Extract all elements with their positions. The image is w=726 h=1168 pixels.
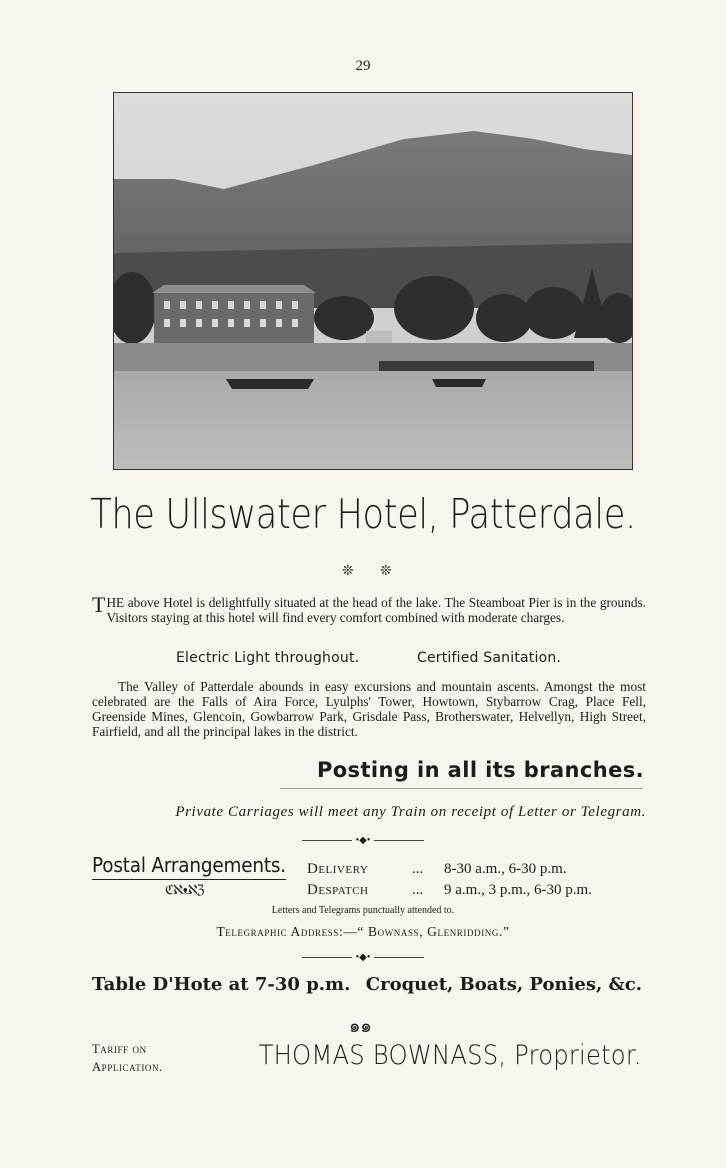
carriages-notice: Private Carriages will meet any Train on receipt of Letter or Telegram. [175, 804, 646, 820]
scroll-ornament: ℭℵᴥℵℨ [165, 882, 204, 897]
ornament-star: ❊ [342, 564, 354, 579]
ornament-star: ❊ [380, 564, 392, 579]
telegraphic-address: Telegraphic Address:—“ Bownass, Glenridding.” [216, 924, 510, 939]
swirl-ornament: ๑๑ [349, 1016, 372, 1036]
posting-rule [280, 788, 642, 789]
despatch-row: Despatch ... 9 a.m., 3 p.m., 6-30 p.m. [307, 882, 592, 898]
postal-heading: Postal Arrangements. [92, 853, 286, 880]
delivery-times: 8-30 a.m., 6-30 p.m. [444, 861, 567, 877]
feature-sanitation: Certified Sanitation. [417, 650, 562, 666]
divider: •◆• [0, 952, 726, 963]
punctual-note: Letters and Telegrams punctually attended to. [271, 905, 455, 916]
delivery-label: Delivery [307, 861, 369, 877]
intro-paragraph [92, 592, 646, 625]
hotel-photograph [113, 92, 633, 470]
rowing-boat [226, 379, 314, 389]
divider: •◆• [0, 835, 726, 846]
page-number: 29 [355, 58, 371, 74]
despatch-label: Despatch [307, 882, 369, 898]
rowing-boat-small [432, 379, 486, 387]
hotel-title: The Ullswater Hotel, Patterdale. [90, 490, 636, 538]
proprietor: THOMAS BOWNASS, Proprietor. [258, 1040, 642, 1071]
tariff-note: Tariff on Application. [92, 1042, 163, 1074]
despatch-times: 9 a.m., 3 p.m., 6-30 p.m. [444, 882, 592, 898]
excursions-paragraph: The Valley of Patterdale abounds in easy excursions and mountain ascents. Amongst the most celebrated are the Falls of Aira Force, Lyulphs' Tower, Howtown, Stybarrow Crag, Place Fell, Greenside Mines, Glencoin, Gowbarrow Park, Grisdale Pass, Brotherswater, Helvellyn, High Street, Fairfield, and all the principal lakes in the district. [92, 679, 646, 739]
table-dhote: Table D'Hote at 7-30 p.m. [92, 974, 351, 995]
drop-cap: T [92, 592, 106, 617]
amenities: Croquet, Boats, Ponies, &c. [365, 974, 642, 995]
delivery-row: Delivery ... 8-30 a.m., 6-30 p.m. [307, 861, 567, 877]
intro-text: HE above Hotel is delightfully situated at the head of the lake. The Steamboat Pier is in the grounds. Visitors staying at this hotel will find every comfort combined with moderate charges. [106, 595, 646, 625]
posting-heading: Posting in all its branches. [316, 758, 644, 782]
feature-electric-light: Electric Light throughout. [176, 650, 360, 666]
